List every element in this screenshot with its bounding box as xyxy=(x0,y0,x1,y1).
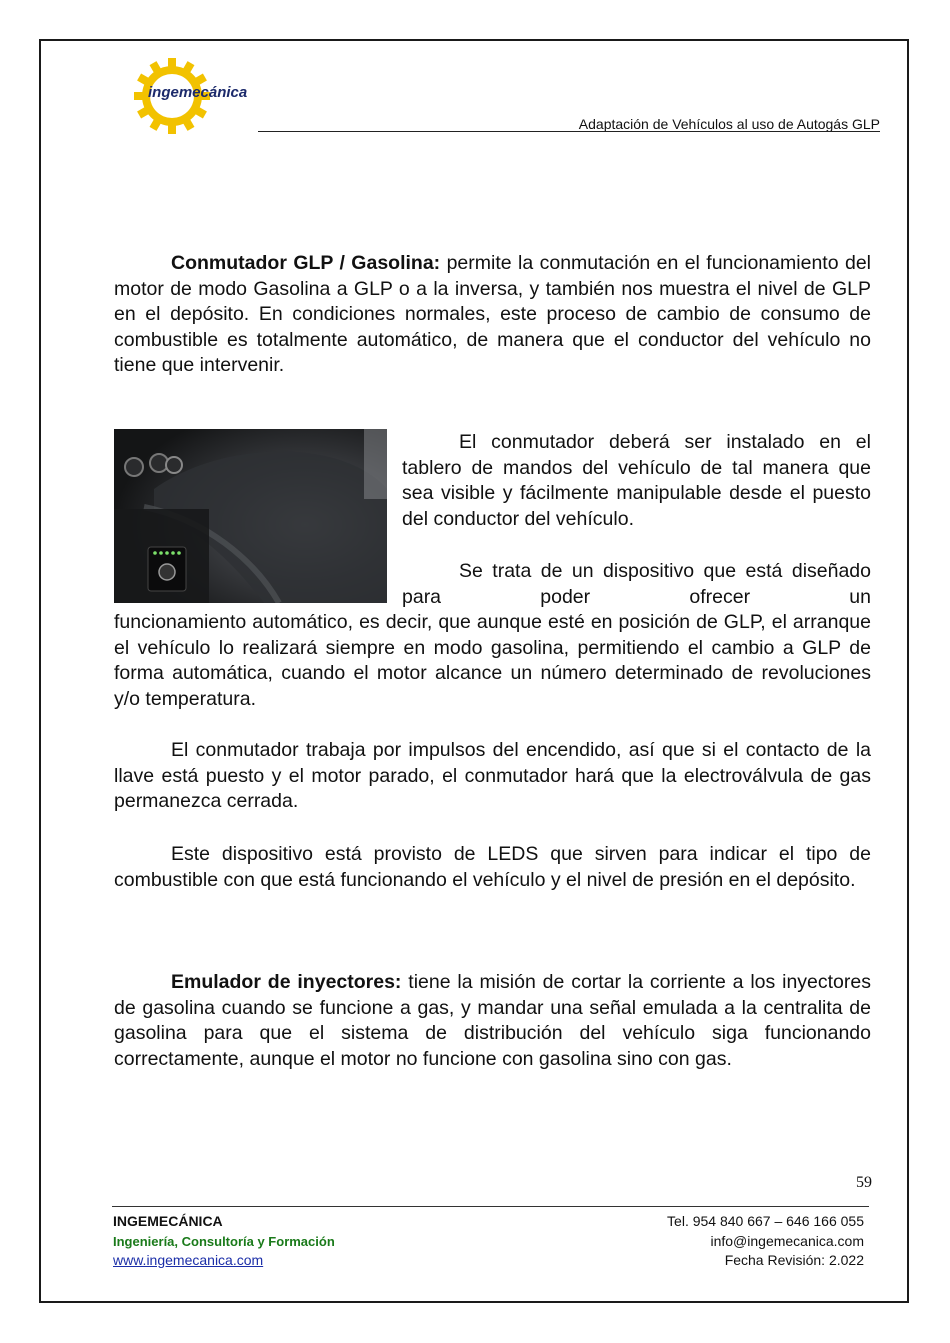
footer-left xyxy=(113,1212,335,1271)
paragraph-instalacion: El conmutador deberá ser instalado en el tablero de mandos del vehículo de tal manera que sea visible y fácilmente manipulable desde el puesto del conductor del vehículo. xyxy=(402,431,871,530)
logo-text: ingemecánica xyxy=(148,84,248,101)
footer-phone: Tel. 954 840 667 – 646 166 055 xyxy=(667,1213,864,1229)
footer-revision: Fecha Revisión: 2.022 xyxy=(724,1252,864,1268)
footer-tagline: Ingeniería, Consultoría y Formación xyxy=(113,1233,335,1249)
paragraph-emulador xyxy=(114,970,871,1072)
page-number: 59 xyxy=(856,1174,872,1191)
paragraph-dispositivo-cont: funcionamiento automático, es decir, que aunque esté en posición de GLP, el arranque el vehículo lo realizará siempre en modo gasolina, permitiendo el cambio a GLP de forma automática, cuando el motor alcance un número determinado de revoluciones y/o temperatura. xyxy=(114,611,871,710)
paragraph-conmutador xyxy=(114,251,871,379)
footer-website-link[interactable]: www.ingemecanica.com xyxy=(113,1252,264,1268)
footer-company: INGEMECÁNICA xyxy=(113,1213,223,1229)
document-title: Adaptación de Vehículos al uso de Autogás GLP xyxy=(578,116,880,132)
paragraph-emulador-text: tiene la misión de cortar la corriente a los inyectores de gasolina cuando se funcione a gas, y mandar una señal emulada a la centralita de gasolina para que el sistema de distribución del vehículo siga funcionando correctamente, aunque el motor no funcione con gasolina sino con gas. xyxy=(114,971,871,1070)
paragraph-leds: Este dispositivo está provisto de LEDS que sirven para indicar el tipo de combustible con que está funcionando el vehículo y el nivel de presión en el depósito. xyxy=(114,843,871,891)
heading-conmutador: Conmutador GLP / Gasolina: xyxy=(171,252,441,274)
footer-rule xyxy=(112,1206,869,1207)
paragraph-impulsos: El conmutador trabaja por impulsos del encendido, así que si el contacto de la llave está puesto y el motor parado, el conmutador hará que la electroválvula de gas permanezca cerrada. xyxy=(114,739,871,812)
header-rule xyxy=(258,131,880,132)
paragraph-dispositivo-start: Se trata de un dispositivo que está diseñado para poder ofrecer un xyxy=(402,560,871,608)
heading-emulador: Emulador de inyectores: xyxy=(171,971,402,993)
dashboard-switch-photo xyxy=(114,429,387,603)
footer-email: info@ingemecanica.com xyxy=(710,1232,864,1249)
footer-right xyxy=(667,1212,864,1271)
paragraph-conmutador-text: permite la conmutación en el funcionamiento del motor de modo Gasolina a GLP o a la inversa, y también nos muestra el nivel de GLP en el depósito. En condiciones normales, este proceso de cambio de consumo de combustible es totalmente automático, de manera que el conductor del vehículo no tiene que intervenir. xyxy=(114,252,871,376)
